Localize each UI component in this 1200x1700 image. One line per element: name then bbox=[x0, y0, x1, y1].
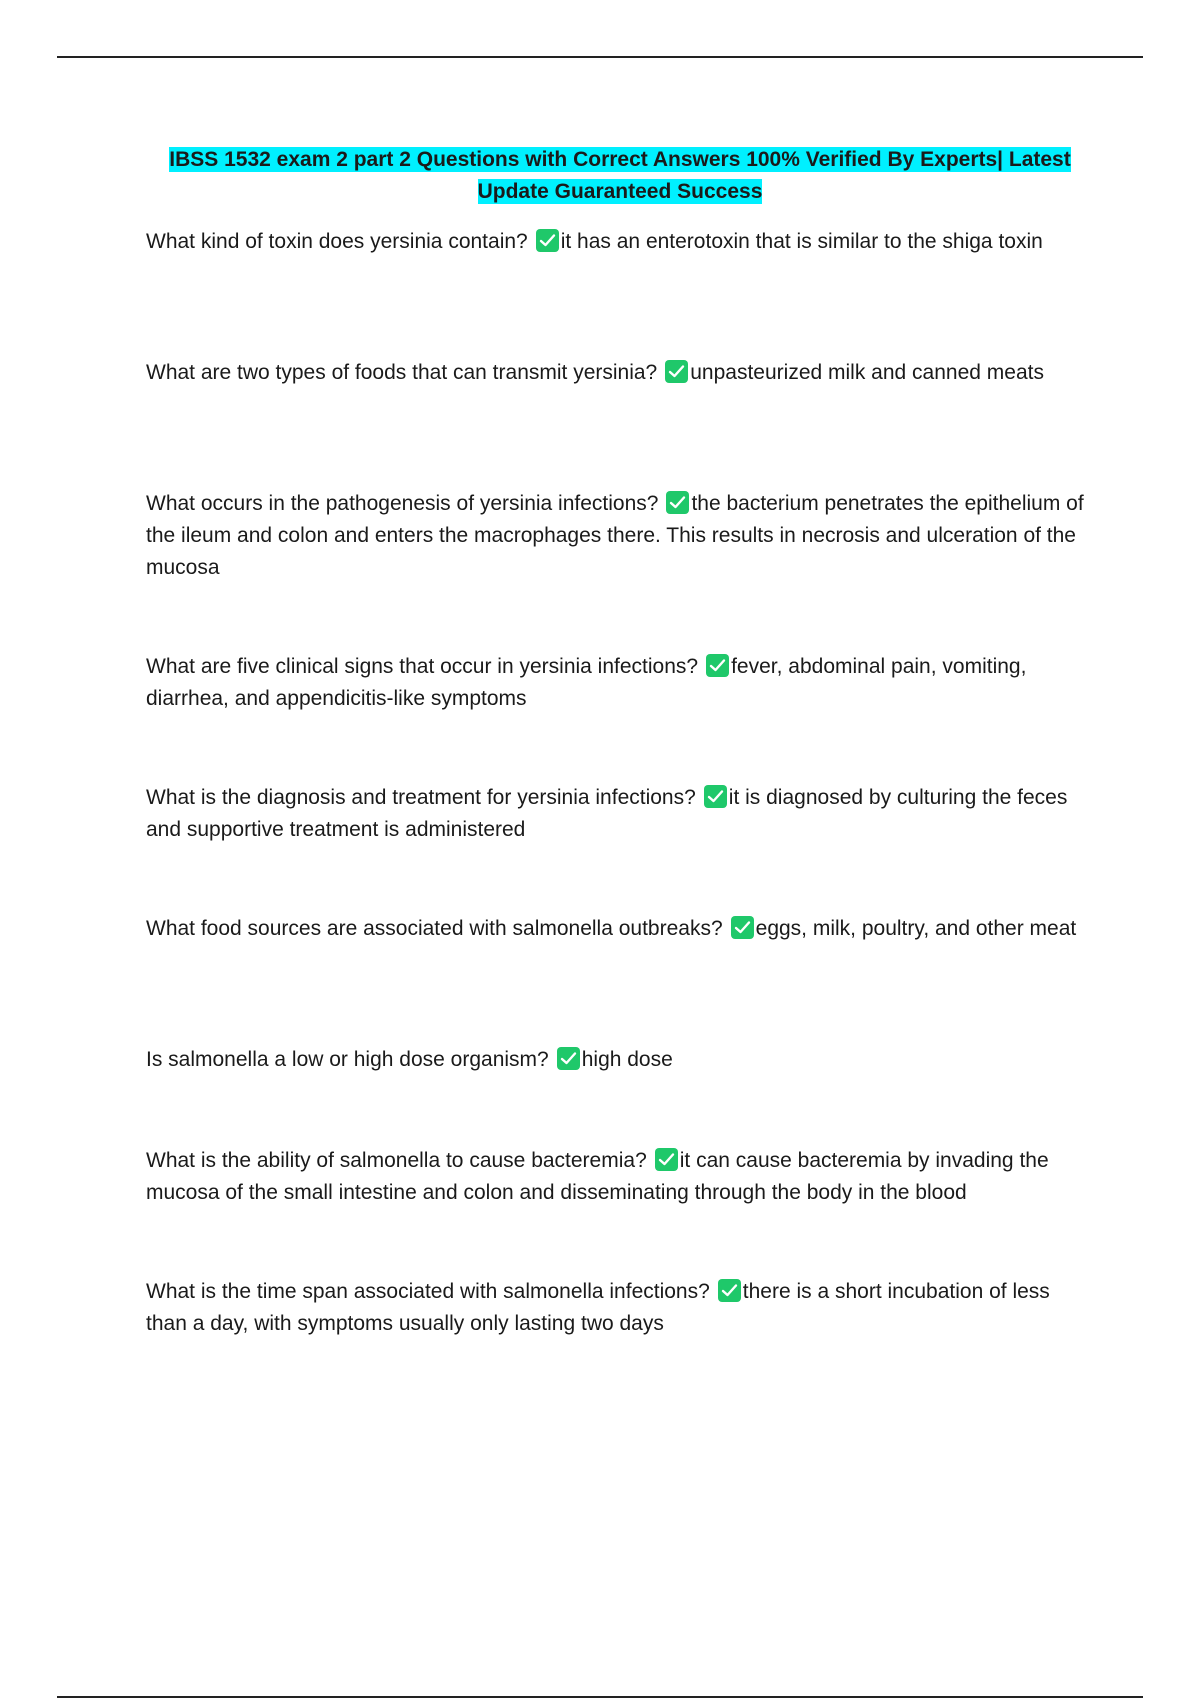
question-text: What occurs in the pathogenesis of yersinia infections? bbox=[146, 492, 659, 515]
qa-item bbox=[146, 651, 1090, 715]
question-text: What is the diagnosis and treatment for yersinia infections? bbox=[146, 786, 696, 809]
qa-item bbox=[146, 1044, 1090, 1076]
question-text: What food sources are associated with salmonella outbreaks? bbox=[146, 917, 723, 940]
qa-item bbox=[146, 913, 1090, 945]
answer-text: the bacterium penetrates the epithelium of the ileum and colon and enters the macrophages there. This results in necrosis and ulceration of the mucosa bbox=[146, 492, 1084, 579]
check-box-icon bbox=[704, 785, 727, 808]
document-title bbox=[140, 144, 1100, 208]
answer-text: unpasteurized milk and canned meats bbox=[690, 361, 1044, 384]
title-text: IBSS 1532 exam 2 part 2 Questions with Correct Answers 100% Verified By Experts| Latest Update Guaranteed Success bbox=[169, 148, 1071, 203]
check-box-icon bbox=[731, 916, 754, 939]
check-box-icon bbox=[557, 1047, 580, 1070]
question-text: What is the ability of salmonella to cause bacteremia? bbox=[146, 1149, 647, 1172]
check-box-icon bbox=[706, 654, 729, 677]
answer-text: eggs, milk, poultry, and other meat bbox=[755, 917, 1077, 940]
answer-text: it is diagnosed by culturing the feces and supportive treatment is administered bbox=[146, 786, 1068, 841]
bottom-rule bbox=[57, 1696, 1143, 1698]
answer-text: there is a short incubation of less than a day, with symptoms usually only lasting two days bbox=[146, 1280, 1050, 1335]
check-box-icon bbox=[655, 1148, 678, 1171]
question-text: What are two types of foods that can transmit yersinia? bbox=[146, 361, 658, 384]
qa-item bbox=[146, 226, 1090, 258]
check-box-icon bbox=[536, 229, 559, 252]
qa-item bbox=[146, 782, 1090, 846]
check-box-icon bbox=[665, 360, 688, 383]
answer-text: it can cause bacteremia by invading the mucosa of the small intestine and colon and disseminating through the body in the blood bbox=[146, 1149, 1049, 1204]
qa-item bbox=[146, 1145, 1090, 1209]
check-box-icon bbox=[666, 491, 689, 514]
question-text: What is the time span associated with salmonella infections? bbox=[146, 1280, 710, 1303]
qa-item bbox=[146, 488, 1090, 584]
question-text: Is salmonella a low or high dose organism? bbox=[146, 1048, 549, 1071]
question-text: What are five clinical signs that occur in yersinia infections? bbox=[146, 655, 699, 678]
answer-text: high dose bbox=[581, 1048, 673, 1071]
answer-text: it has an enterotoxin that is similar to the shiga toxin bbox=[560, 230, 1043, 253]
qa-item bbox=[146, 1276, 1090, 1340]
answer-text: fever, abdominal pain, vomiting, diarrhea, and appendicitis-like symptoms bbox=[146, 655, 1027, 710]
qa-item bbox=[146, 357, 1090, 389]
question-text: What kind of toxin does yersinia contain? bbox=[146, 230, 528, 253]
top-rule bbox=[57, 56, 1143, 58]
check-box-icon bbox=[718, 1279, 741, 1302]
